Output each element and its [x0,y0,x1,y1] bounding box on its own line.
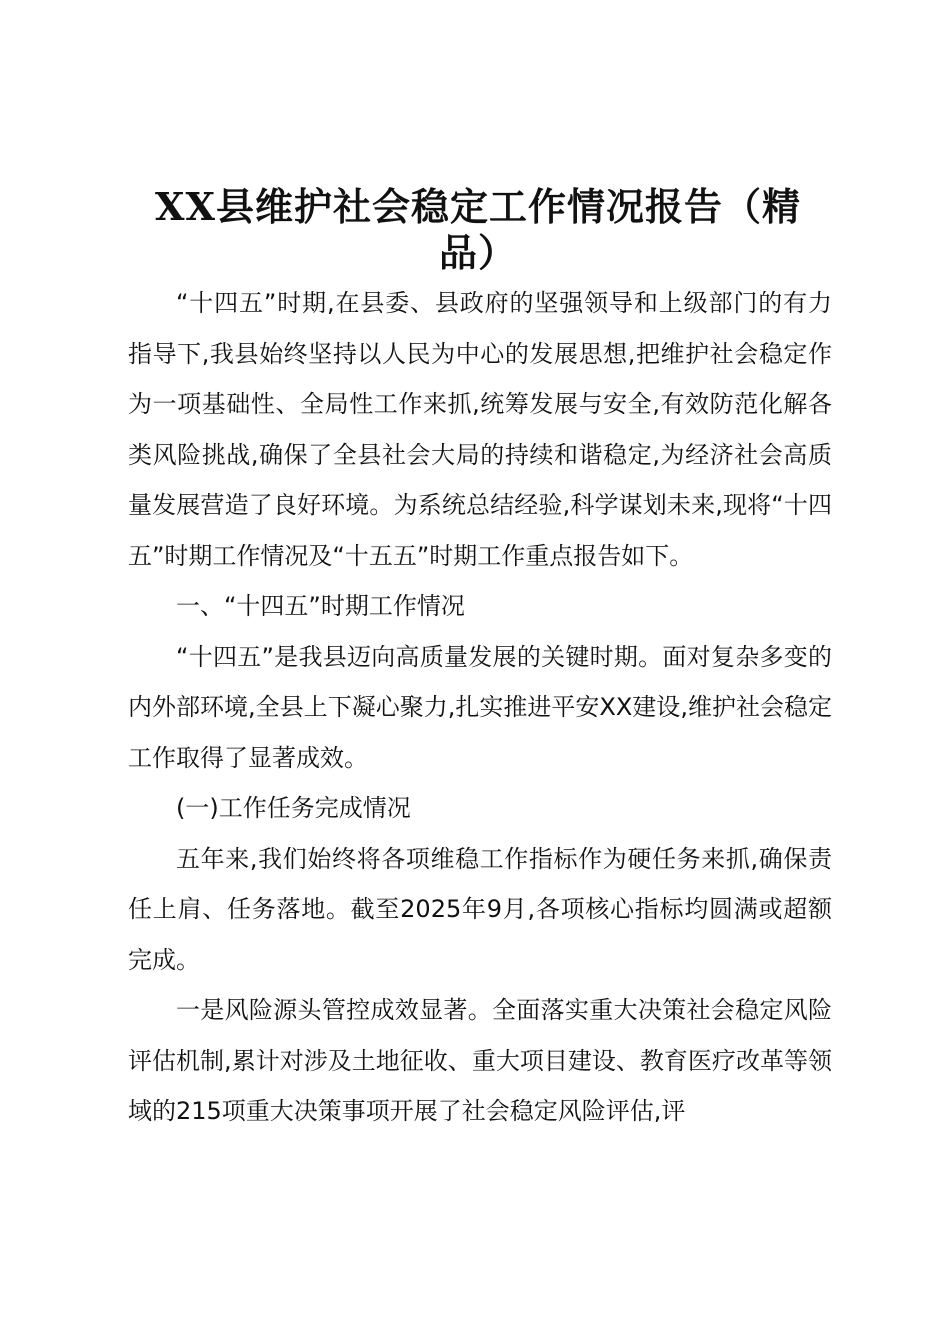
paragraph-intro: “十四五”时期,在县委、县政府的坚强领导和上级部门的有力指导下,我县始终坚持以人民为中心的发展思想,把维护社会稳定作为一项基础性、全局性工作来抓,统筹发展与安全,有效防范化解各类风险挑战,确保了全县社会大局的持续和谐稳定,为经济社会高质量发展营造了良好环境。为系统总结经验,科学谋划未来,现将“十四五”时期工作情况及“十五五”时期工作重点报告如下。 [128,289,832,570]
paragraph-section-1-intro: “十四五”是我县迈向高质量发展的关键时期。面对复杂多变的内外部环境,全县上下凝心聚力,扎实推进平安XX建设,维护社会稳定工作取得了显著成效。 [128,642,832,772]
subsection-heading-1: (一)工作任务完成情况 [176,794,411,822]
document-body [128,278,832,1137]
document-title: XX县维护社会稳定工作情况报告（精品） [155,184,801,275]
paragraph-task-completion: 五年来,我们始终将各项维稳工作指标作为硬任务来抓,确保责任上肩、任务落地。截至2025年9月,各项核心指标均圆满或超额完成。 [128,844,832,974]
paragraph-risk-control: 一是风险源头管控成效显著。全面落实重大决策社会稳定风险评估机制,累计对涉及土地征收、重大项目建设、教育医疗改革等领域的215项重大决策事项开展了社会稳定风险评估,评 [128,996,832,1125]
section-heading-1: 一、“十四五”时期工作情况 [176,592,465,620]
